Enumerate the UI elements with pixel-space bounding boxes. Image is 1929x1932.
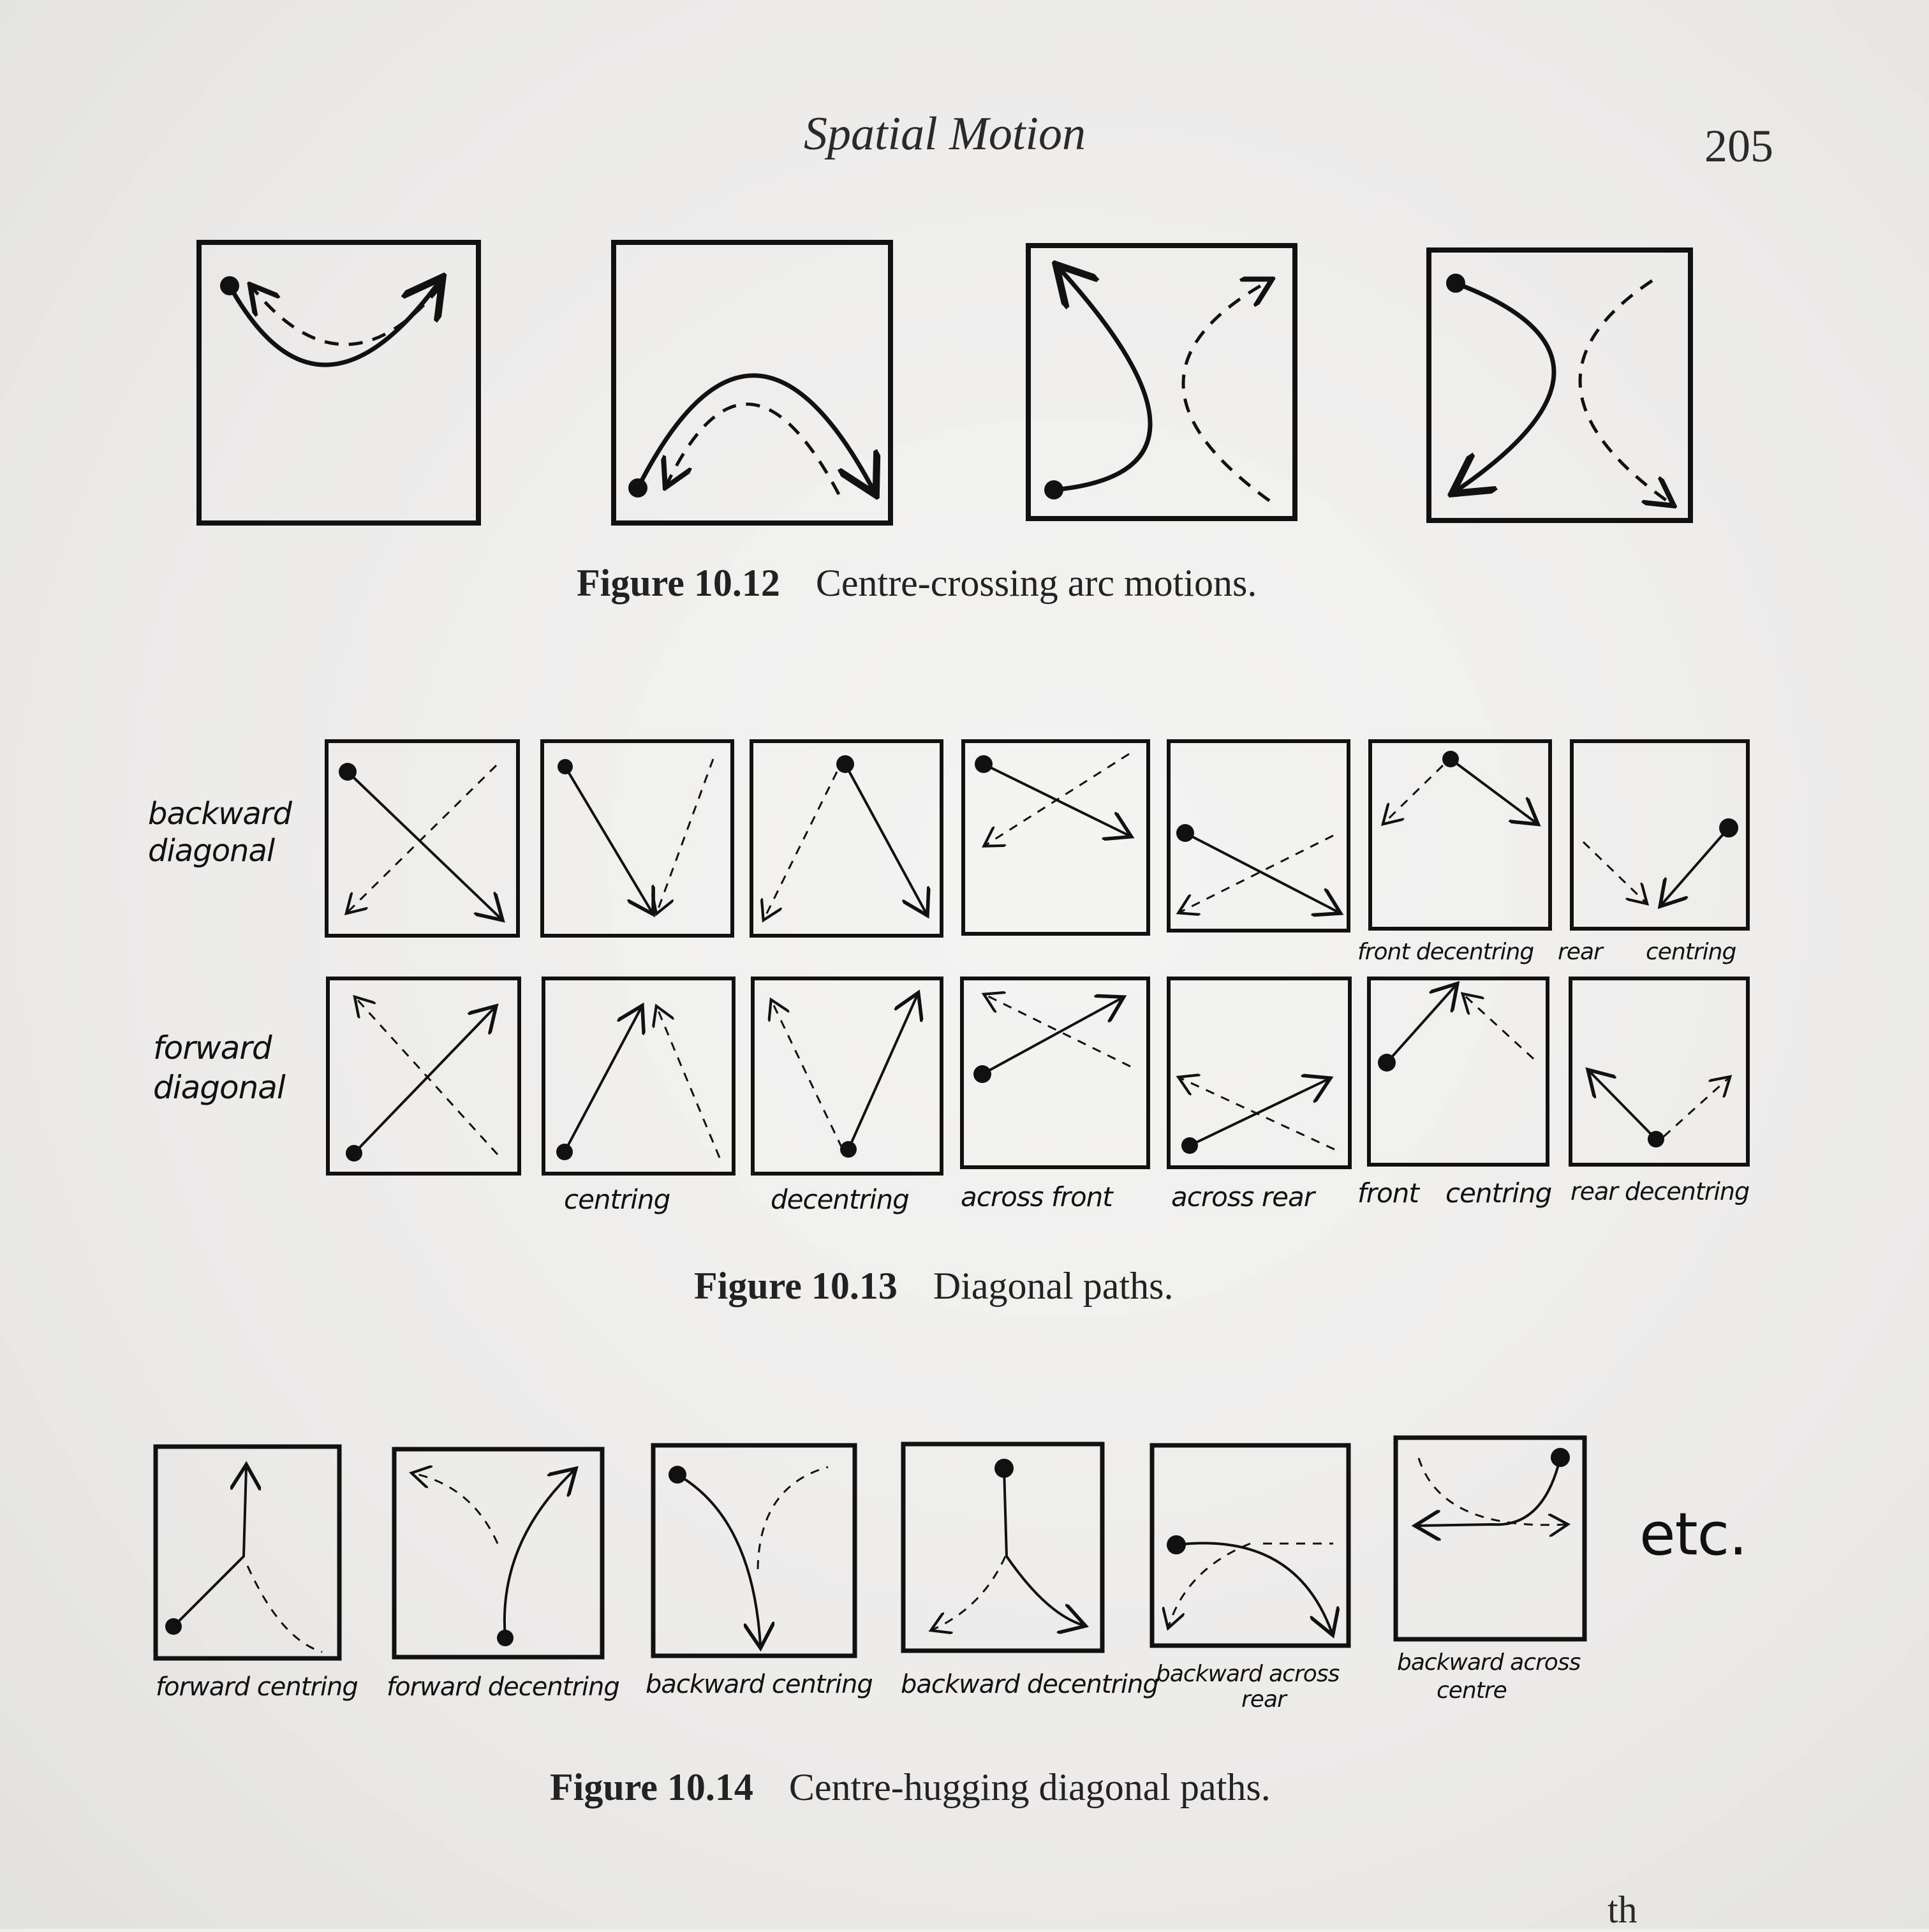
row-label-backward: backward <box>148 796 292 832</box>
figure-10-12-caption-text: Centre-crossing arc motions. <box>815 562 1257 604</box>
label-backward-across-centre-2: centre <box>1437 1678 1507 1704</box>
etc-label: etc. <box>1639 1500 1747 1568</box>
backward-panel-2 <box>542 741 732 936</box>
forward-panel-1 <box>328 978 519 1174</box>
label-rear-decentring: rear decentring <box>1571 1177 1750 1206</box>
figure-10-14-caption-text: Centre-hugging diagonal paths. <box>788 1766 1271 1808</box>
backward-panel-7 <box>1572 741 1748 929</box>
forward-panel-5 <box>1169 978 1350 1167</box>
label-centring-lower: centring <box>1445 1177 1552 1209</box>
figure-10-12-number: Figure 10.12 <box>577 562 780 604</box>
hug-panel-2 <box>394 1449 602 1657</box>
figure-10-13-forward-row <box>328 978 1748 1174</box>
figure-10-14-drawings <box>156 1438 1585 1658</box>
label-backward-centring: backward centring <box>646 1670 873 1699</box>
hug-panel-6 <box>1396 1438 1585 1639</box>
forward-panel-2 <box>543 978 734 1174</box>
figure-10-14-number: Figure 10.14 <box>550 1766 753 1808</box>
label-backward-across-rear-1: backward across <box>1156 1661 1340 1687</box>
label-backward-across-centre-1: backward across <box>1397 1649 1581 1676</box>
forward-panel-6 <box>1369 978 1548 1165</box>
label-backward-decentring: backward decentring <box>901 1670 1158 1699</box>
forward-panel-3 <box>753 978 942 1174</box>
backward-panel-1 <box>327 741 518 936</box>
label-forward-centring: forward centring <box>156 1672 358 1702</box>
figure-10-13-caption-text: Diagonal paths. <box>933 1265 1174 1307</box>
arc-panel-4 <box>1429 250 1690 520</box>
running-head-title: Spatial Motion <box>804 108 1086 160</box>
backward-panel-3 <box>751 741 942 936</box>
hug-panel-4 <box>903 1444 1102 1651</box>
label-centring: centring <box>564 1184 670 1215</box>
backward-panel-4 <box>963 741 1148 934</box>
hug-panel-1 <box>156 1447 339 1658</box>
arc-panel-1 <box>199 242 478 523</box>
cut-off-text: th <box>1607 1889 1637 1931</box>
hug-panel-5 <box>1152 1445 1349 1646</box>
hug-panel-3 <box>653 1445 855 1656</box>
forward-panel-7 <box>1571 978 1748 1165</box>
backward-panel-5 <box>1169 741 1349 931</box>
forward-panel-4 <box>962 978 1148 1167</box>
arc-panel-3 <box>1028 246 1295 519</box>
label-centring-upper: centring <box>1646 939 1736 965</box>
row-label-backward-diagonal: diagonal <box>148 833 275 869</box>
figure-10-13-backward-row <box>327 741 1748 936</box>
figure-10-13-caption <box>694 1264 1173 1308</box>
label-across-front: across front <box>961 1181 1112 1213</box>
backward-panel-6 <box>1370 741 1550 929</box>
arc-panel-2 <box>614 242 891 523</box>
figure-10-12-drawings <box>199 242 1690 523</box>
label-decentring: decentring <box>771 1184 909 1215</box>
label-rear: rear <box>1558 939 1602 965</box>
row-label-forward: forward <box>153 1029 272 1066</box>
figure-10-12-caption <box>577 561 1257 605</box>
page-number: 205 <box>1704 121 1773 172</box>
figure-10-13-number: Figure 10.13 <box>694 1265 898 1307</box>
label-front-decentring: front decentring <box>1357 939 1534 965</box>
label-front: front <box>1357 1177 1419 1209</box>
figure-10-14-caption <box>550 1766 1271 1810</box>
label-forward-decentring: forward decentring <box>387 1672 619 1702</box>
label-backward-across-rear-2: rear <box>1241 1686 1286 1713</box>
label-across-rear: across rear <box>1171 1181 1315 1213</box>
row-label-forward-diagonal: diagonal <box>153 1069 285 1106</box>
